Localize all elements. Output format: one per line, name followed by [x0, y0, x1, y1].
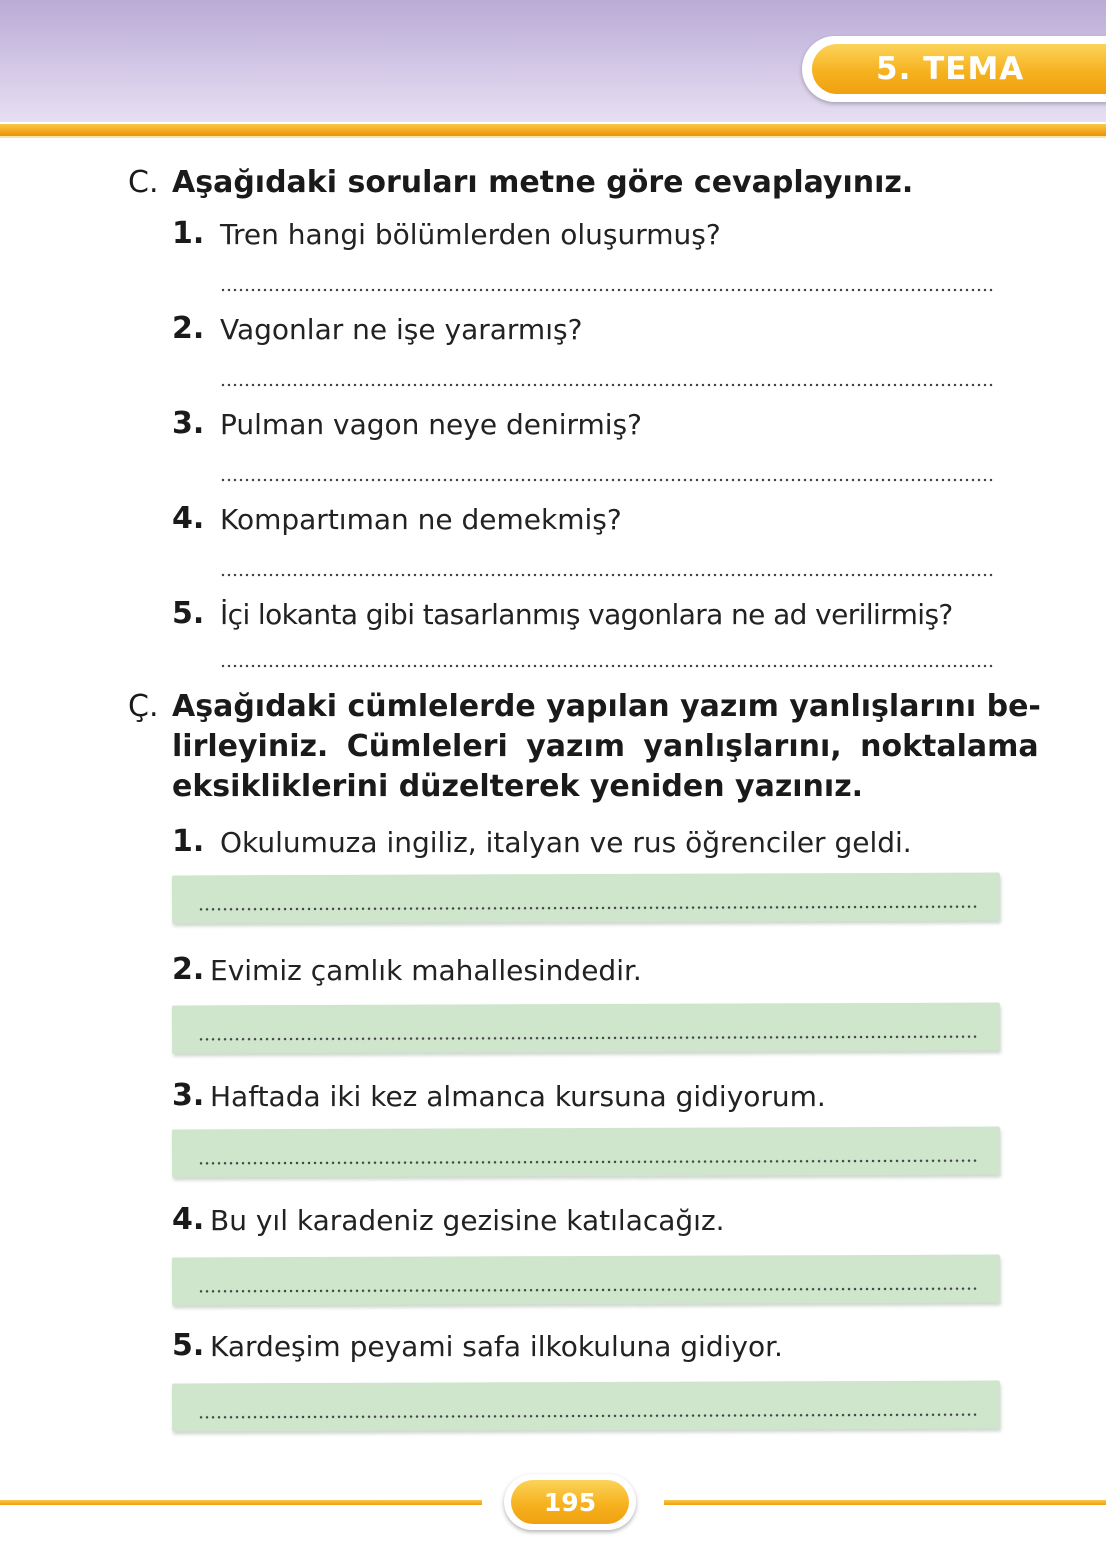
- answer-line: [198, 1413, 978, 1420]
- footer-rule-right: [664, 1500, 1106, 1505]
- sentence-text: Haftada iki kez almanca kursuna gidiyorum.: [210, 1080, 826, 1113]
- answer-line[interactable]: [220, 664, 994, 668]
- question-number: 2.: [172, 311, 205, 346]
- section-c-letter: C.: [128, 165, 159, 200]
- footer-rule-left: [0, 1500, 482, 1505]
- answer-line[interactable]: [220, 288, 994, 292]
- answer-box[interactable]: [172, 1255, 1000, 1306]
- answer-line[interactable]: [220, 573, 994, 577]
- page-number: 195: [543, 1487, 597, 1517]
- section-cc-title-line-2: lirleyiniz. Cümleleri yazım yanlışlarını, noktalama: [172, 729, 1039, 764]
- section-cc-title-line-1: Aşağıdaki cümlelerde yapılan yazım yanlışlarını be-: [172, 689, 1041, 724]
- section-cc-title-line-3: eksikliklerini düzelterek yeniden yazınız.: [172, 769, 864, 804]
- question-text: İçi lokanta gibi tasarlanmış vagonlara ne ad verilirmiş?: [220, 598, 953, 631]
- answer-box[interactable]: [172, 873, 1000, 924]
- sentence-number: 1.: [172, 824, 205, 859]
- sentence-number: 5.: [172, 1328, 205, 1363]
- theme-label: 5. TEMA: [876, 51, 1025, 87]
- question-text: Vagonlar ne işe yararmış?: [220, 313, 583, 346]
- section-c-title: Aşağıdaki soruları metne göre cevaplayınız.: [172, 165, 914, 200]
- sentence-number: 4.: [172, 1202, 205, 1237]
- answer-line[interactable]: [220, 383, 994, 387]
- answer-line: [198, 1035, 978, 1042]
- section-cc-letter: Ç.: [128, 689, 159, 724]
- sentence-text: Kardeşim peyami safa ilkokuluna gidiyor.: [210, 1330, 783, 1363]
- question-text: Pulman vagon neye denirmiş?: [220, 408, 642, 441]
- question-number: 1.: [172, 216, 205, 251]
- answer-box[interactable]: [172, 1381, 1000, 1432]
- answer-line: [198, 1159, 978, 1166]
- answer-line[interactable]: [220, 478, 994, 482]
- question-text: Tren hangi bölümlerden oluşurmuş?: [220, 218, 721, 251]
- answer-box[interactable]: [172, 1127, 1000, 1178]
- header-rule: [0, 124, 1106, 138]
- sentence-text: Bu yıl karadeniz gezisine katılacağız.: [210, 1204, 725, 1237]
- answer-line: [198, 1287, 978, 1294]
- answer-box[interactable]: [172, 1003, 1000, 1054]
- question-number: 4.: [172, 501, 205, 536]
- sentence-text: Evimiz çamlık mahallesindedir.: [210, 954, 642, 987]
- sentence-number: 3.: [172, 1078, 205, 1113]
- theme-badge: [812, 44, 1106, 94]
- answer-line: [198, 905, 978, 912]
- question-number: 5.: [172, 596, 205, 631]
- sentence-text: Okulumuza ingiliz, italyan ve rus öğrenciler geldi.: [220, 826, 912, 859]
- sentence-number: 2.: [172, 952, 205, 987]
- page-number-badge: [511, 1480, 629, 1524]
- question-text: Kompartıman ne demekmiş?: [220, 503, 622, 536]
- question-number: 3.: [172, 406, 205, 441]
